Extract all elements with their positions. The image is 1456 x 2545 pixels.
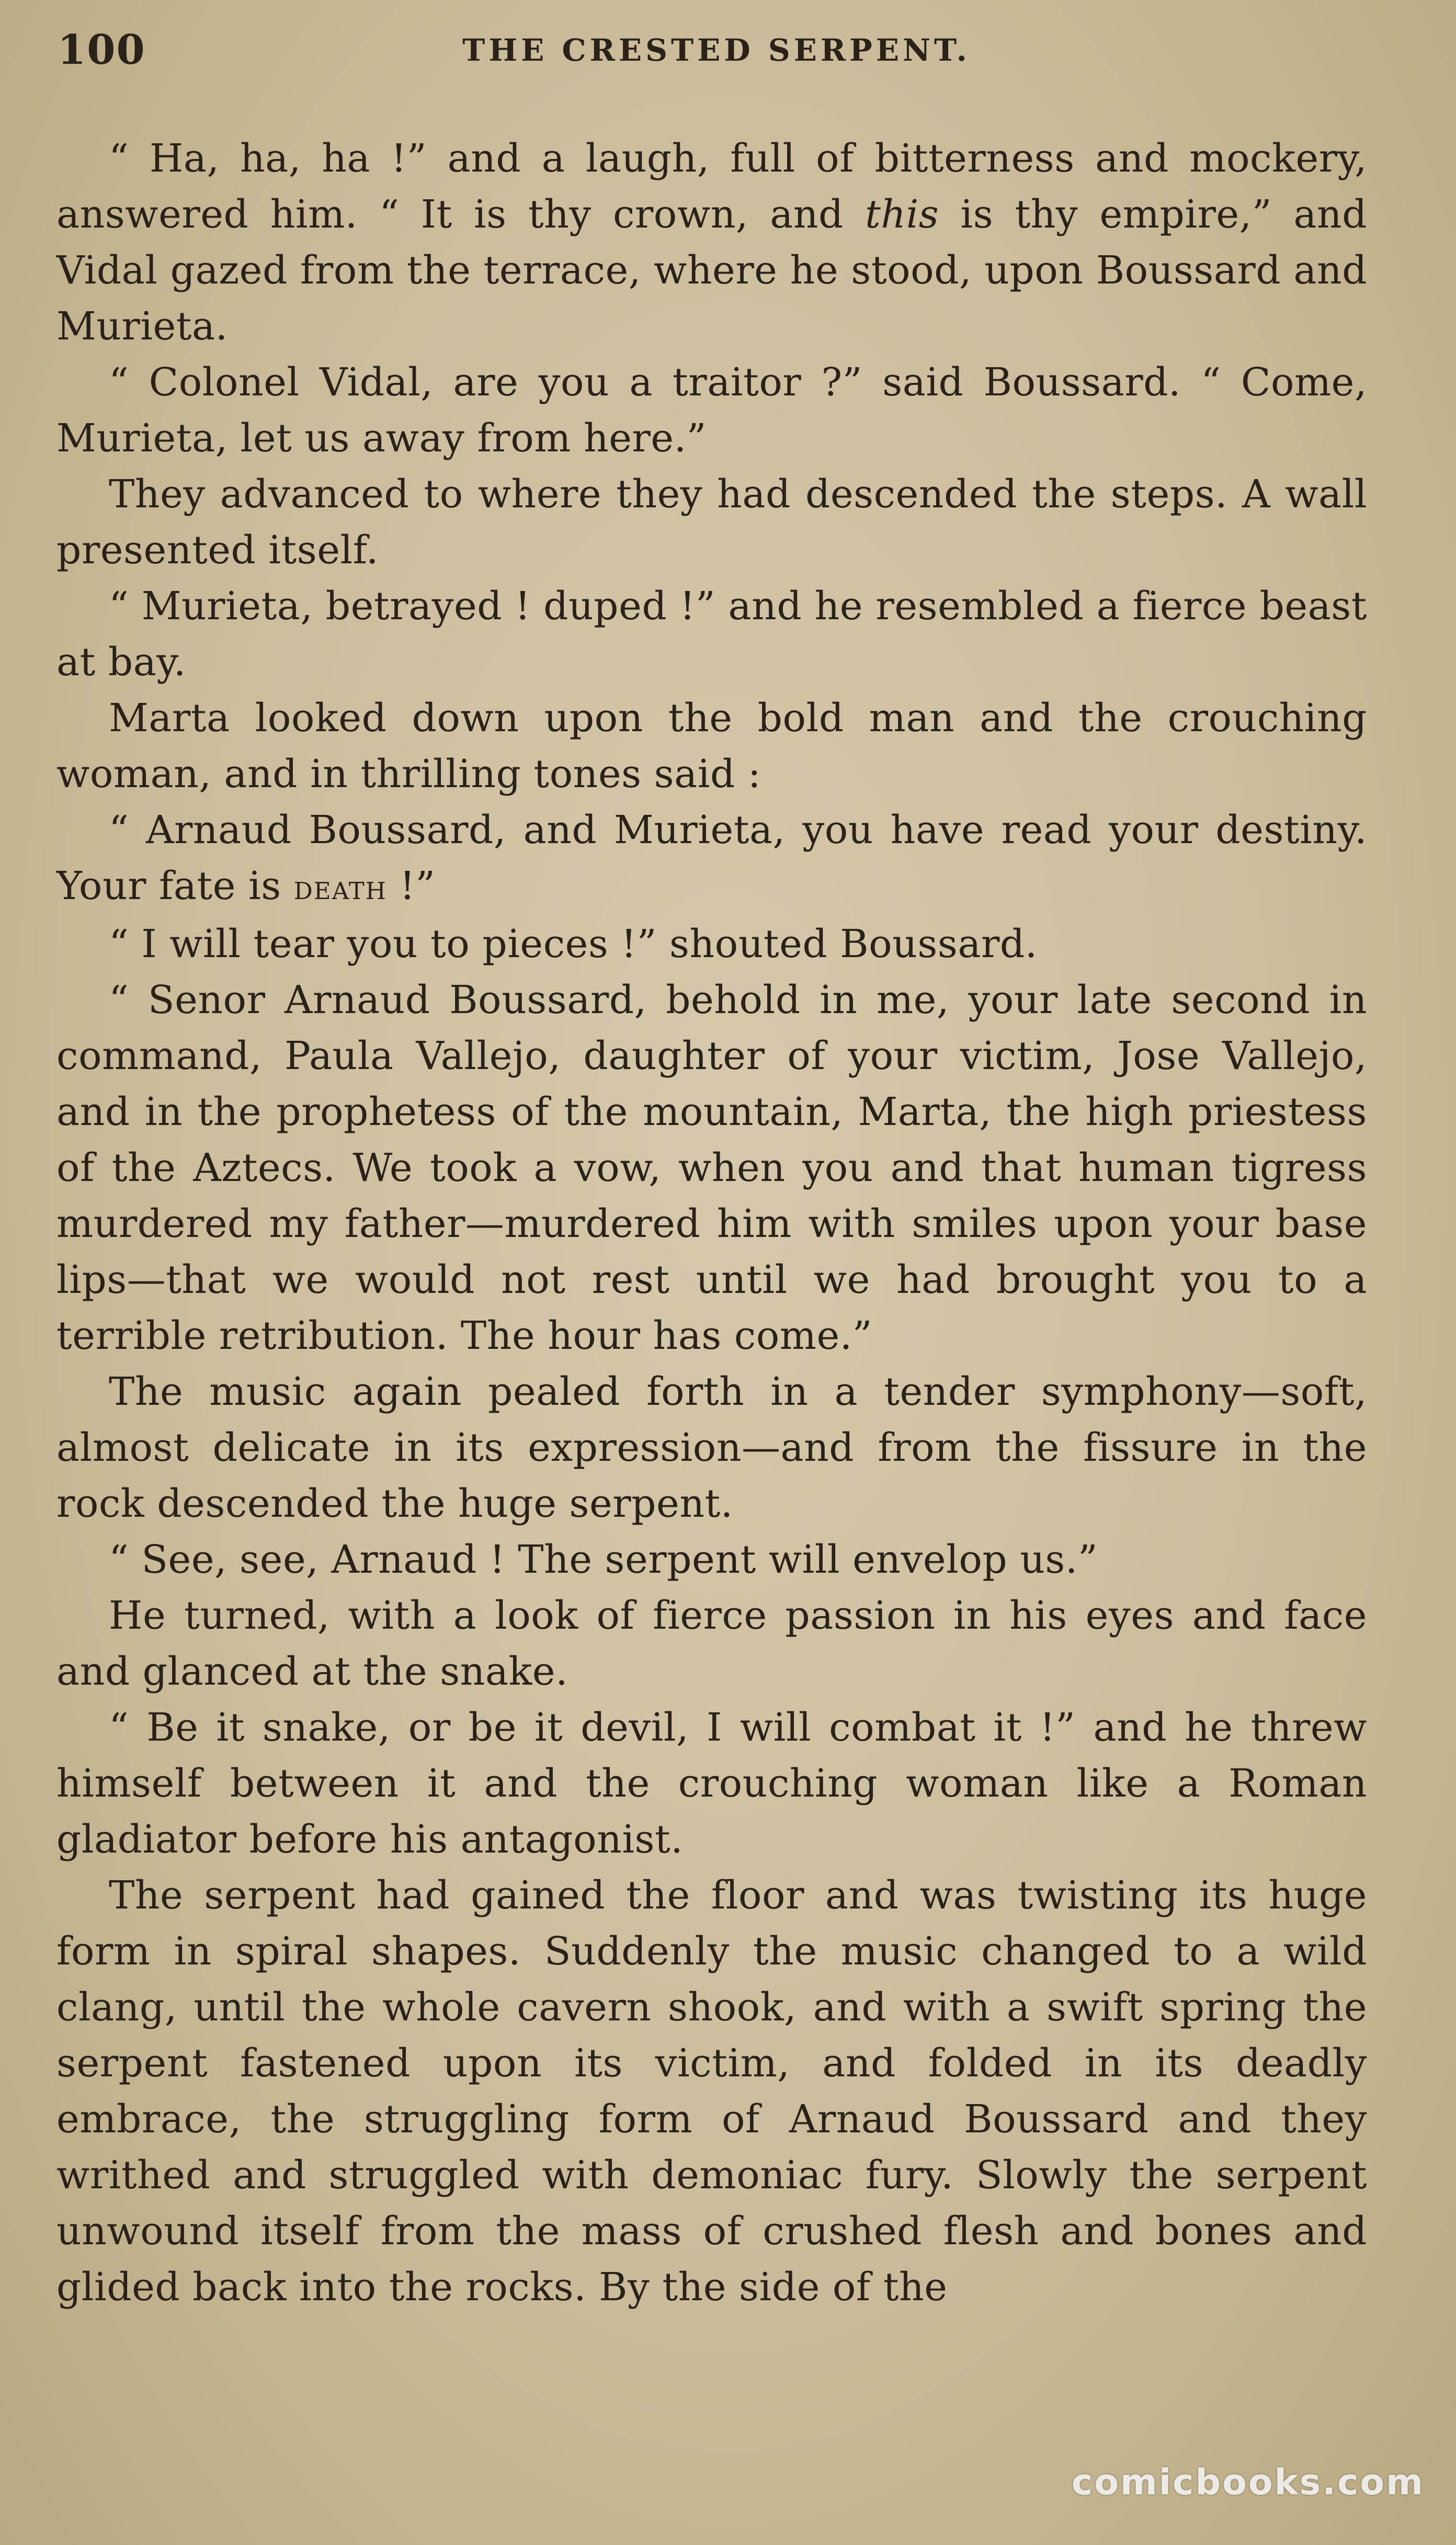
emphasis-text: this	[865, 192, 939, 237]
paragraph: The music again pealed forth in a tender symphony—soft, almost delicate in its expression—and from the fissure in the rock descended the huge serpent.	[56, 1369, 1367, 1526]
paragraph: They advanced to where they had descended the steps. A wall presented itself.	[56, 472, 1367, 573]
paragraph: “ See, see, Arnaud ! The serpent will envelop us.”	[109, 1537, 1098, 1582]
paragraph: Marta looked down upon the bold man and the crouching woman, and in thrilling tones said :	[56, 696, 1367, 797]
paragraph: “ Ha, ha, ha !” and a laugh, full of bitterness and mockery, answered him. “ It is thy crown, and this is thy empire,” and Vidal gazed from the terrace, where he stood, upon Boussard and Murieta.	[56, 136, 1367, 349]
paragraph: “ Murieta, betrayed ! duped !” and he resembled a fierce beast at bay.	[56, 584, 1367, 685]
running-head: THE CRESTED SERPENT.	[462, 32, 971, 68]
body-text	[56, 131, 1367, 2315]
watermark: comicbooks.com	[1071, 2462, 1425, 2503]
paragraph: “ Senor Arnaud Boussard, behold in me, your late second in command, Paula Vallejo, daughter of your victim, Jose Vallejo, and in the prophetess of the mountain, Marta, the high priestess of the Aztecs. We took a vow, when you and that human tigress murdered my father—murdered him with smiles upon your base lips—that we would not rest until we had brought you to a terrible retribution. The hour has come.”	[56, 978, 1367, 1358]
page-number: 100	[58, 26, 146, 74]
paragraph: “ Be it snake, or be it devil, I will combat it !” and he threw himself between it and the crouching woman like a Roman gladiator before his antagonist.	[56, 1705, 1367, 1862]
paragraph: “ I will tear you to pieces !” shouted Boussard.	[109, 922, 1038, 967]
paragraph: “ Arnaud Boussard, and Murieta, you have read your destiny. Your fate is death !”	[56, 808, 1367, 908]
page-header	[58, 21, 1375, 84]
paragraph: “ Colonel Vidal, are you a traitor ?” said Boussard. “ Come, Murieta, let us away from here.”	[56, 360, 1367, 461]
paragraph: He turned, with a look of fierce passion in his eyes and face and glanced at the snake.	[56, 1593, 1367, 1694]
paragraph: The serpent had gained the floor and was twisting its huge form in spiral shapes. Suddenly the music changed to a wild clang, until the whole cavern shook, and with a swift spring the serpent fastened upon its victim, and folded in its deadly embrace, the struggling form of Arnaud Boussard and they writhed and struggled with demoniac fury. Slowly the serpent unwound itself from the mass of crushed flesh and bones and glided back into the rocks. By the side of the	[56, 1873, 1367, 2310]
small-caps-text: death	[293, 869, 387, 907]
